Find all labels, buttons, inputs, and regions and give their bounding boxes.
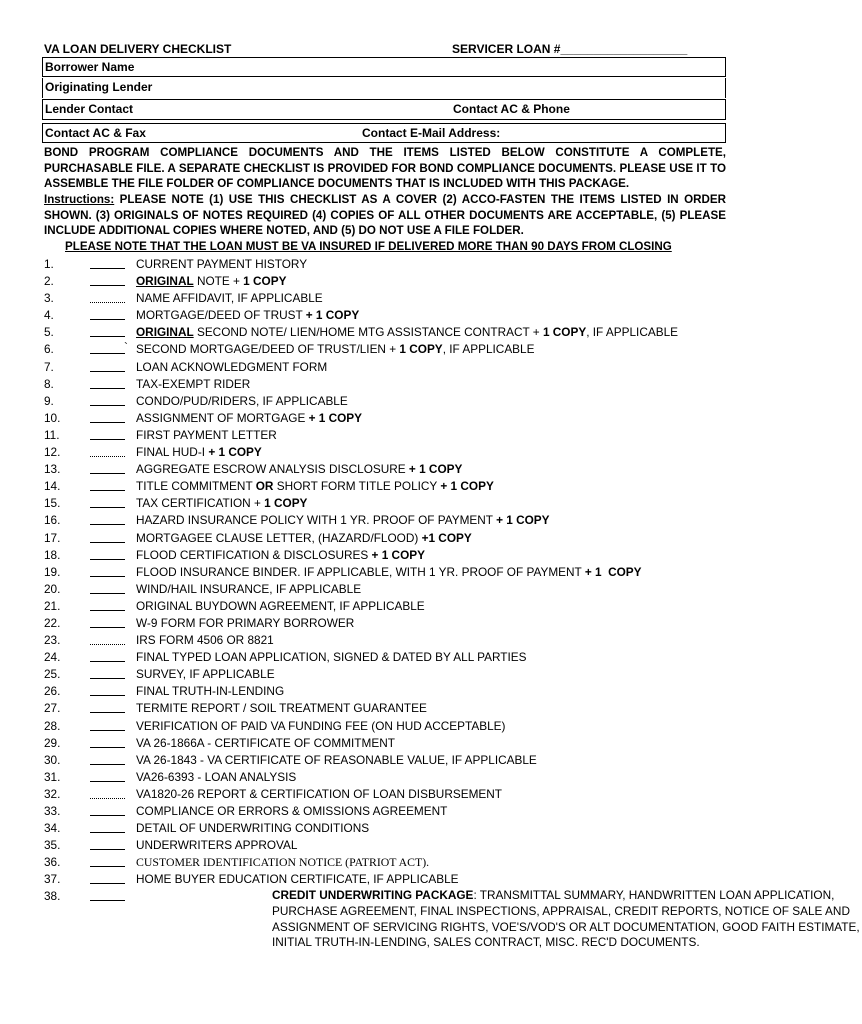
item-text-part: + 1 COPY bbox=[440, 479, 494, 494]
item-text bbox=[136, 718, 505, 735]
item-number: 23. bbox=[44, 633, 61, 648]
item-text-part: CREDIT UNDERWRITING PACKAGE bbox=[272, 888, 474, 903]
item-text-part: FLOOD CERTIFICATION & DISCLOSURES bbox=[136, 547, 372, 562]
item-number: 15. bbox=[44, 496, 61, 511]
instructions-paragraph bbox=[44, 192, 726, 239]
item-text bbox=[136, 324, 678, 341]
item-number: 30. bbox=[44, 752, 61, 767]
checklist-item bbox=[0, 478, 770, 495]
checkoff-blank[interactable] bbox=[90, 410, 125, 423]
item-text-part: SECOND MORTGAGE/DEED OF TRUST/LIEN + bbox=[136, 342, 400, 357]
item-number: 18. bbox=[44, 547, 61, 562]
borrower-name-field[interactable] bbox=[42, 57, 726, 77]
item-text bbox=[136, 837, 297, 854]
item-text-part: , IF APPLICABLE bbox=[586, 325, 679, 340]
item-number: 24. bbox=[44, 650, 61, 665]
item-number: 17. bbox=[44, 530, 61, 545]
checkoff-blank[interactable] bbox=[90, 307, 125, 320]
item-text-part: LOAN ACKNOWLEDGMENT FORM bbox=[136, 359, 328, 374]
item-text bbox=[136, 786, 502, 803]
checklist-item bbox=[0, 615, 770, 632]
checkoff-blank[interactable] bbox=[90, 512, 125, 525]
item-text-part: TERMITE REPORT / SOIL TREATMENT GUARANTEE bbox=[136, 701, 427, 716]
checkoff-blank[interactable] bbox=[90, 495, 125, 508]
item-text-part: 1 COPY bbox=[243, 274, 287, 289]
item-text-part: VA 26-1843 - VA CERTIFICATE OF REASONABLE VALUE, IF APPLICABLE bbox=[136, 752, 537, 767]
item-number: 36. bbox=[44, 855, 61, 870]
item-number: 19. bbox=[44, 564, 61, 579]
item-text-part: ASSIGNMENT OF MORTGAGE bbox=[136, 410, 309, 425]
item-number: 16. bbox=[44, 513, 61, 528]
item-text-part: MORTGAGE/DEED OF TRUST bbox=[136, 308, 306, 323]
item-text-part: IRS FORM 4506 OR 8821 bbox=[136, 633, 274, 648]
item-number: 26. bbox=[44, 684, 61, 699]
item-number: 29. bbox=[44, 735, 61, 750]
item-number: 38. bbox=[44, 889, 61, 904]
checkoff-blank[interactable] bbox=[90, 666, 125, 679]
item-text-part: + 1 COPY bbox=[308, 410, 363, 425]
item-text bbox=[136, 581, 361, 598]
item-text bbox=[136, 632, 274, 649]
checklist-item bbox=[0, 837, 770, 854]
item-text-part: VERIFICATION OF PAID VA FUNDING FEE (ON HUD ACCEPTABLE) bbox=[136, 718, 506, 733]
item-text-part: ORIGINAL bbox=[136, 274, 194, 289]
item-number: 34. bbox=[44, 821, 61, 836]
checkoff-blank[interactable] bbox=[90, 837, 125, 850]
checkoff-blank[interactable] bbox=[90, 564, 125, 577]
checkoff-blank[interactable] bbox=[90, 871, 125, 884]
item-text bbox=[136, 495, 307, 512]
checklist-item bbox=[0, 341, 770, 358]
item-text-part: FINAL TRUTH-IN-LENDING bbox=[136, 684, 285, 699]
checkoff-blank[interactable] bbox=[90, 273, 125, 286]
borrower-name-label: Borrower Name bbox=[45, 60, 135, 74]
item-text bbox=[136, 547, 425, 564]
tick-mark: ` bbox=[124, 340, 128, 355]
item-text-part: MORTGAGEE CLAUSE LETTER, (HAZARD/FLOOD) bbox=[136, 530, 422, 545]
checklist-item bbox=[0, 410, 770, 427]
item-text-part: ORIGINAL bbox=[136, 325, 194, 340]
item-number: 32. bbox=[44, 786, 61, 801]
item-text bbox=[136, 376, 250, 393]
item-text bbox=[136, 478, 494, 495]
checklist-item bbox=[0, 871, 770, 888]
item-number: 33. bbox=[44, 804, 61, 818]
item-number: 28. bbox=[44, 718, 61, 733]
checklist-item bbox=[0, 769, 770, 786]
lender-contact-label: Lender Contact bbox=[45, 102, 134, 116]
checklist-item bbox=[0, 564, 770, 581]
item-text bbox=[136, 700, 427, 717]
item-text bbox=[136, 307, 359, 324]
item-text-part: TAX CERTIFICATION + bbox=[136, 496, 265, 511]
checkoff-blank[interactable] bbox=[90, 718, 125, 731]
checklist-item bbox=[0, 854, 770, 871]
item-text bbox=[136, 393, 348, 410]
contact-email-label: Contact E-Mail Address: bbox=[362, 126, 501, 140]
item-text-part: : TRANSMITTAL SUMMARY, HANDWRITTEN LOAN APPLICATION, PURCHASE AGREEMENT, FINAL INSPECTIONS, APPRAISAL, CREDIT REPORTS, NOTICE OF SALE AND ASSIGNMENT OF SERVICING RIGHTS, VOE'S/VOD'S OR ALT DOCUMENTATION, GOOD FAITH ESTIMATE, INITIAL TRUTH-IN-LENDING, SALES CONTRACT, MISC. REC'D DOCUMENTS. bbox=[272, 888, 860, 950]
item-text bbox=[272, 888, 862, 950]
checklist-item bbox=[0, 718, 770, 735]
item-text-part: W-9 FORM FOR PRIMARY BORROWER bbox=[136, 615, 355, 630]
item-number: 9. bbox=[44, 393, 54, 408]
item-text-part: 1 COPY bbox=[542, 325, 587, 340]
checklist-item bbox=[0, 512, 770, 529]
checkoff-blank[interactable] bbox=[90, 888, 125, 901]
checklist-item bbox=[0, 359, 770, 376]
item-text-part: SURVEY, IF APPLICABLE bbox=[136, 667, 275, 682]
item-text-part: 1 COPY bbox=[399, 342, 443, 357]
item-number: 11. bbox=[44, 427, 60, 442]
item-number: 35. bbox=[44, 838, 61, 853]
checkoff-blank[interactable] bbox=[90, 581, 125, 594]
checklist-items bbox=[0, 256, 860, 951]
item-number: 5. bbox=[44, 325, 54, 340]
item-text-part: HOME BUYER EDUCATION CERTIFICATE, IF APPLICABLE bbox=[136, 872, 459, 887]
item-number: 12. bbox=[44, 445, 61, 460]
checkoff-blank[interactable] bbox=[90, 615, 125, 628]
checkoff-blank[interactable] bbox=[90, 769, 125, 782]
checklist-item bbox=[0, 256, 770, 273]
checklist-item bbox=[0, 273, 770, 290]
item-number: 13. bbox=[44, 462, 61, 477]
item-number: 3. bbox=[44, 291, 54, 306]
item-text bbox=[136, 820, 369, 837]
checkoff-blank[interactable] bbox=[90, 340, 128, 355]
item-text bbox=[136, 854, 429, 871]
checklist-item bbox=[0, 666, 770, 683]
item-number: 8. bbox=[44, 376, 54, 391]
item-text bbox=[136, 803, 447, 820]
checkoff-blank[interactable] bbox=[90, 478, 125, 491]
item-text bbox=[136, 598, 425, 615]
item-text bbox=[136, 666, 275, 683]
item-text-part: WIND/HAIL INSURANCE, IF APPLICABLE bbox=[136, 581, 362, 596]
checkoff-blank[interactable] bbox=[90, 359, 125, 372]
item-text-part: 1 COPY bbox=[264, 496, 308, 511]
checkoff-blank[interactable] bbox=[90, 786, 125, 799]
item-text-part: COMPLIANCE OR ERRORS & OMISSIONS AGREEMENT bbox=[136, 804, 448, 818]
item-text bbox=[136, 359, 327, 376]
document-title: VA LOAN DELIVERY CHECKLIST bbox=[44, 42, 232, 56]
item-text bbox=[136, 564, 642, 581]
item-text-part: + 1 COPY bbox=[496, 513, 550, 528]
item-text-part: + 1 COPY bbox=[584, 564, 642, 579]
item-text-part: HAZARD INSURANCE POLICY WITH 1 YR. PROOF OF PAYMENT bbox=[136, 513, 497, 528]
item-text-part: , IF APPLICABLE bbox=[442, 342, 535, 357]
item-number: 27. bbox=[44, 701, 61, 716]
checkoff-blank[interactable] bbox=[90, 393, 125, 406]
item-text-part: SECOND NOTE/ LIEN/HOME MTG ASSISTANCE CONTRACT + bbox=[193, 325, 543, 340]
checkoff-blank[interactable] bbox=[90, 700, 125, 713]
checklist-item bbox=[0, 581, 770, 598]
item-text-part: CONDO/PUD/RIDERS, IF APPLICABLE bbox=[136, 393, 348, 408]
checkoff-blank[interactable] bbox=[90, 803, 125, 816]
item-text-part: CURRENT PAYMENT HISTORY bbox=[136, 257, 308, 271]
originating-lender-field[interactable] bbox=[42, 78, 726, 98]
checklist-item bbox=[0, 393, 770, 410]
checklist-item bbox=[0, 752, 770, 769]
checklist-item bbox=[0, 598, 770, 615]
item-text-part: TITLE COMMITMENT bbox=[136, 479, 256, 494]
checkoff-blank[interactable] bbox=[90, 256, 125, 269]
checklist-item bbox=[0, 700, 770, 717]
item-text-part: DETAIL OF UNDERWRITING CONDITIONS bbox=[136, 821, 370, 836]
item-text bbox=[136, 615, 354, 632]
checklist-item bbox=[0, 307, 770, 324]
item-text bbox=[136, 512, 550, 529]
checkoff-blank[interactable] bbox=[90, 290, 125, 303]
item-number: 21. bbox=[44, 598, 61, 613]
checklist-item bbox=[0, 888, 860, 950]
servicer-loan-field[interactable]: SERVICER LOAN #___________________ bbox=[452, 42, 688, 56]
item-text bbox=[136, 427, 277, 444]
item-text bbox=[136, 649, 527, 666]
checklist-item bbox=[0, 530, 770, 547]
checkoff-blank[interactable] bbox=[90, 530, 125, 543]
item-text-part: NAME AFFIDAVIT, IF APPLICABLE bbox=[136, 291, 323, 306]
originating-lender-label: Originating Lender bbox=[45, 80, 153, 94]
checkoff-blank[interactable] bbox=[90, 324, 125, 337]
checklist-item bbox=[0, 649, 770, 666]
item-number: 7. bbox=[44, 359, 54, 374]
item-text-part: FLOOD INSURANCE BINDER. IF APPLICABLE, WITH 1 YR. PROOF OF PAYMENT bbox=[136, 564, 585, 579]
instructions-text: PLEASE NOTE (1) USE THIS CHECKLIST AS A COVER (2) ACCO-FASTEN THE ITEMS LISTED IN ORDER SHOWN. (3) ORIGINALS OF NOTES REQUIRED (4) COPIES OF ALL OTHER DOCUMENTS ARE ACCEPTABLE, (5) PLEASE INCLUDE ADDITIONAL COPIES WHERE NOTED, AND (5) DO NOT USE A FILE FOLDER. bbox=[44, 193, 726, 238]
item-number: 1. bbox=[44, 257, 54, 271]
checklist-item bbox=[0, 427, 770, 444]
item-number: 22. bbox=[44, 615, 61, 630]
checkoff-blank[interactable] bbox=[90, 427, 125, 440]
item-text-part: VA1820-26 REPORT & CERTIFICATION OF LOAN DISBURSEMENT bbox=[136, 786, 503, 801]
item-text-part: +1 COPY bbox=[421, 530, 472, 545]
item-number: 2. bbox=[44, 274, 54, 289]
item-text-part: VA26-6393 - LOAN ANALYSIS bbox=[136, 769, 297, 784]
checkoff-blank[interactable] bbox=[90, 461, 125, 474]
checklist-item bbox=[0, 547, 770, 564]
item-text bbox=[136, 752, 537, 769]
item-text-part: + 1 COPY bbox=[208, 445, 262, 460]
item-text-part: OR bbox=[255, 479, 274, 494]
item-text bbox=[136, 769, 296, 786]
item-number: 10. bbox=[44, 410, 61, 425]
contact-fax-email-field[interactable] bbox=[42, 123, 726, 143]
item-text-part: + 1 COPY bbox=[305, 308, 360, 323]
item-text bbox=[136, 461, 462, 478]
checklist-item bbox=[0, 735, 770, 752]
item-number: 31. bbox=[44, 769, 61, 784]
item-text bbox=[136, 444, 262, 461]
item-text bbox=[136, 273, 286, 290]
checkoff-blank[interactable] bbox=[90, 820, 125, 833]
item-text-part: CUSTOMER IDENTIFICATION NOTICE (PATRIOT ACT). bbox=[136, 855, 430, 870]
checklist-item bbox=[0, 495, 770, 512]
checklist-item bbox=[0, 632, 770, 649]
item-text bbox=[136, 871, 459, 888]
item-text-part: UNDERWRITERS APPROVAL bbox=[136, 838, 298, 853]
item-number: 20. bbox=[44, 581, 61, 596]
checklist-item bbox=[0, 786, 770, 803]
item-text bbox=[136, 341, 534, 358]
item-text bbox=[136, 256, 307, 273]
item-text-part: ORIGINAL BUYDOWN AGREEMENT, IF APPLICABLE bbox=[136, 598, 425, 613]
item-text-part: NOTE + bbox=[193, 274, 244, 289]
item-number: 6. bbox=[44, 342, 54, 357]
va-insured-notice: PLEASE NOTE THAT THE LOAN MUST BE VA INSURED IF DELIVERED MORE THAN 90 DAYS FROM CLOSING bbox=[65, 240, 672, 253]
item-text-part: FIRST PAYMENT LETTER bbox=[136, 427, 277, 442]
item-text-part: VA 26-1866A - CERTIFICATE OF COMMITMENT bbox=[136, 735, 395, 750]
checklist-item bbox=[0, 376, 770, 393]
item-text-part: + 1 COPY bbox=[408, 462, 463, 477]
item-number: 14. bbox=[44, 479, 61, 494]
contact-phone-label: Contact AC & Phone bbox=[453, 102, 570, 116]
checklist-item bbox=[0, 444, 770, 461]
lender-contact-field[interactable] bbox=[42, 99, 726, 120]
item-text-part: SHORT FORM TITLE POLICY bbox=[273, 479, 441, 494]
checkoff-blank[interactable] bbox=[90, 735, 125, 748]
checklist-item bbox=[0, 820, 770, 837]
item-text-part: AGGREGATE ESCROW ANALYSIS DISCLOSURE bbox=[136, 462, 409, 477]
checklist-item bbox=[0, 324, 770, 341]
item-text-part: TAX-EXEMPT RIDER bbox=[136, 376, 251, 391]
checkoff-blank[interactable] bbox=[90, 683, 125, 696]
item-text bbox=[136, 683, 284, 700]
item-number: 4. bbox=[44, 308, 54, 323]
checkoff-blank[interactable] bbox=[90, 632, 125, 645]
checklist-item bbox=[0, 290, 770, 307]
item-text-part: FINAL HUD-I bbox=[136, 445, 209, 460]
item-text-part: + 1 COPY bbox=[371, 547, 425, 562]
item-text-part: FINAL TYPED LOAN APPLICATION, SIGNED & DATED BY ALL PARTIES bbox=[136, 650, 527, 665]
checklist-item bbox=[0, 461, 770, 478]
item-number: 37. bbox=[44, 872, 61, 887]
checkoff-blank[interactable] bbox=[90, 598, 125, 611]
checklist-item bbox=[0, 803, 770, 820]
checklist-item bbox=[0, 683, 770, 700]
checkoff-blank[interactable] bbox=[90, 376, 125, 389]
contact-fax-label: Contact AC & Fax bbox=[45, 126, 146, 140]
item-text bbox=[136, 410, 362, 427]
checkoff-blank[interactable] bbox=[90, 752, 125, 765]
checkoff-blank[interactable] bbox=[90, 649, 125, 662]
checkoff-blank[interactable] bbox=[90, 854, 125, 867]
item-number: 25. bbox=[44, 667, 61, 682]
instructions-label: Instructions: bbox=[44, 193, 115, 206]
checkoff-blank[interactable] bbox=[90, 547, 125, 560]
item-text bbox=[136, 735, 395, 752]
item-text bbox=[136, 290, 323, 307]
intro-paragraph: BOND PROGRAM COMPLIANCE DOCUMENTS AND THE ITEMS LISTED BELOW CONSTITUTE A COMPLETE, PURCHASABLE FILE. A SEPARATE CHECKLIST IS PROVIDED FOR BOND COMPLIANCE DOCUMENTS. PLEASE USE IT TO ASSEMBLE THE FILE FOLDER OF COMPLIANCE DOCUMENTS THAT IS INCLUDED WITH THIS PACKAGE. bbox=[44, 146, 726, 191]
checkoff-blank[interactable] bbox=[90, 444, 125, 457]
item-text bbox=[136, 530, 472, 547]
